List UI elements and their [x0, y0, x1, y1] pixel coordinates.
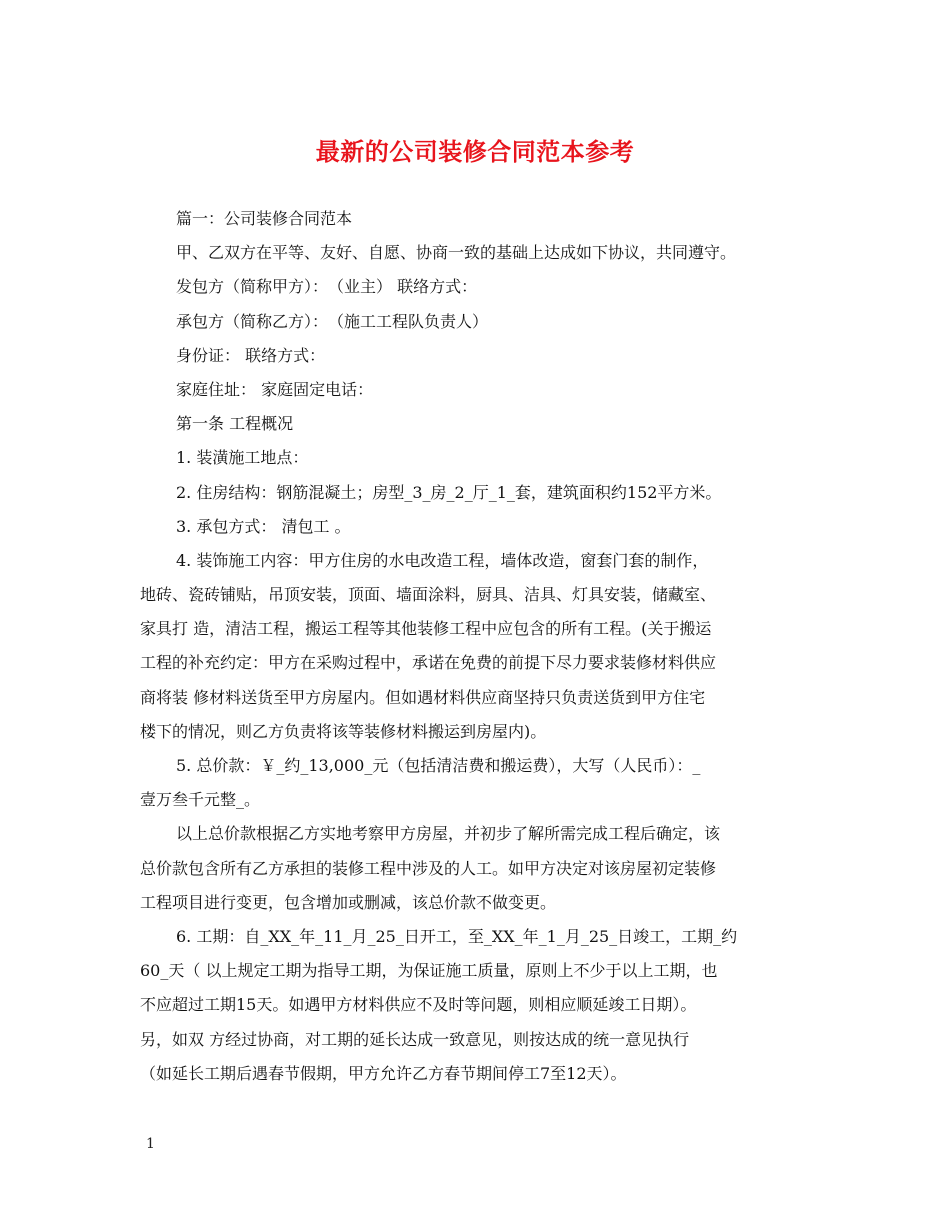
body-line: 另，如双 方经过协商，对工期的延长达成一致意见，则按达成的统一意见执行 [140, 1029, 690, 1049]
body-line: 60_天（ 以上规定工期为指导工期，为保证施工质量，原则上不少于以上工期，也 [140, 961, 718, 981]
body-line: 总价款包含所有乙方承担的装修工程中涉及的人工。如甲方决定对该房屋初定装修 [140, 858, 717, 878]
body-line: 家具打 造，清洁工程，搬运工程等其他装修工程中应包含的所有工程。(关于搬运 [140, 619, 712, 639]
body-line: 发包方（简称甲方）： （业主） 联络方式： [176, 277, 478, 297]
document-body [140, 202, 830, 1091]
body-line: 2. 住房结构：钢筋混凝土；房型_3_房_2_厅_1_套，建筑面积约152平方米。 [176, 482, 722, 502]
body-line: 工程的补充约定：甲方在采购过程中，承诺在免费的前提下尽力要求装修材料供应 [140, 653, 717, 673]
body-line: 楼下的情况，则乙方负责将该等装修材料搬运到房屋内)。 [140, 721, 547, 741]
body-line: 家庭住址： 家庭固定电话： [176, 379, 374, 399]
body-line: 壹万叁千元整_。 [140, 790, 261, 810]
body-line: 承包方（简称乙方）： （施工工程队负责人） [176, 311, 489, 331]
body-line: 篇一：公司装修合同范本 [176, 209, 353, 228]
body-line: 商将装 修材料送货至甲方房屋内。但如遇材料供应商坚持只负责送货到甲方住宅 [140, 687, 706, 707]
body-line: 不应超过工期15天。如遇甲方材料供应不及时等问题，则相应顺延竣工日期）。 [140, 995, 697, 1015]
document-title: 最新的公司装修合同范本参考 [315, 137, 635, 166]
body-line: 3. 承包方式： 清包工 。 [176, 516, 351, 536]
body-line: 甲、乙双方在平等、友好、自愿、协商一致的基础上达成如下协议，共同遵守。 [176, 243, 737, 263]
section-heading: 第一条 工程概况 [176, 414, 294, 434]
body-line: 地砖、瓷砖铺贴，吊顶安装，顶面、墙面涂料，厨具、洁具、灯具安装，储藏室、 [140, 585, 717, 605]
body-line: 以上总价款根据乙方实地考察甲方房屋，并初步了解所需完成工程后确定，该 [176, 824, 721, 844]
body-line: 6. 工期：自_XX_年_11_月_25_日开工，至_XX_年_1_月_25_日竣工，工期_约 [176, 926, 738, 946]
body-line: 身份证： 联络方式： [176, 345, 326, 365]
body-line: 5. 总价款：￥_约_13,000_元（包括清洁费和搬运费），大写（人民币）：_ [176, 756, 701, 775]
body-line: 工程项目进行变更，包含增加或删减，该总价款不做变更。 [140, 892, 557, 912]
body-line: （如延长工期后遇春节假期，甲方允许乙方春节期间停工7至12天）。 [140, 1063, 627, 1083]
page-number: 1 [146, 1136, 155, 1152]
body-line: 4. 装饰施工内容：甲方住房的水电改造工程，墙体改造，窗套门套的制作， [176, 550, 709, 570]
body-line: 1. 装潢施工地点： [176, 448, 309, 468]
